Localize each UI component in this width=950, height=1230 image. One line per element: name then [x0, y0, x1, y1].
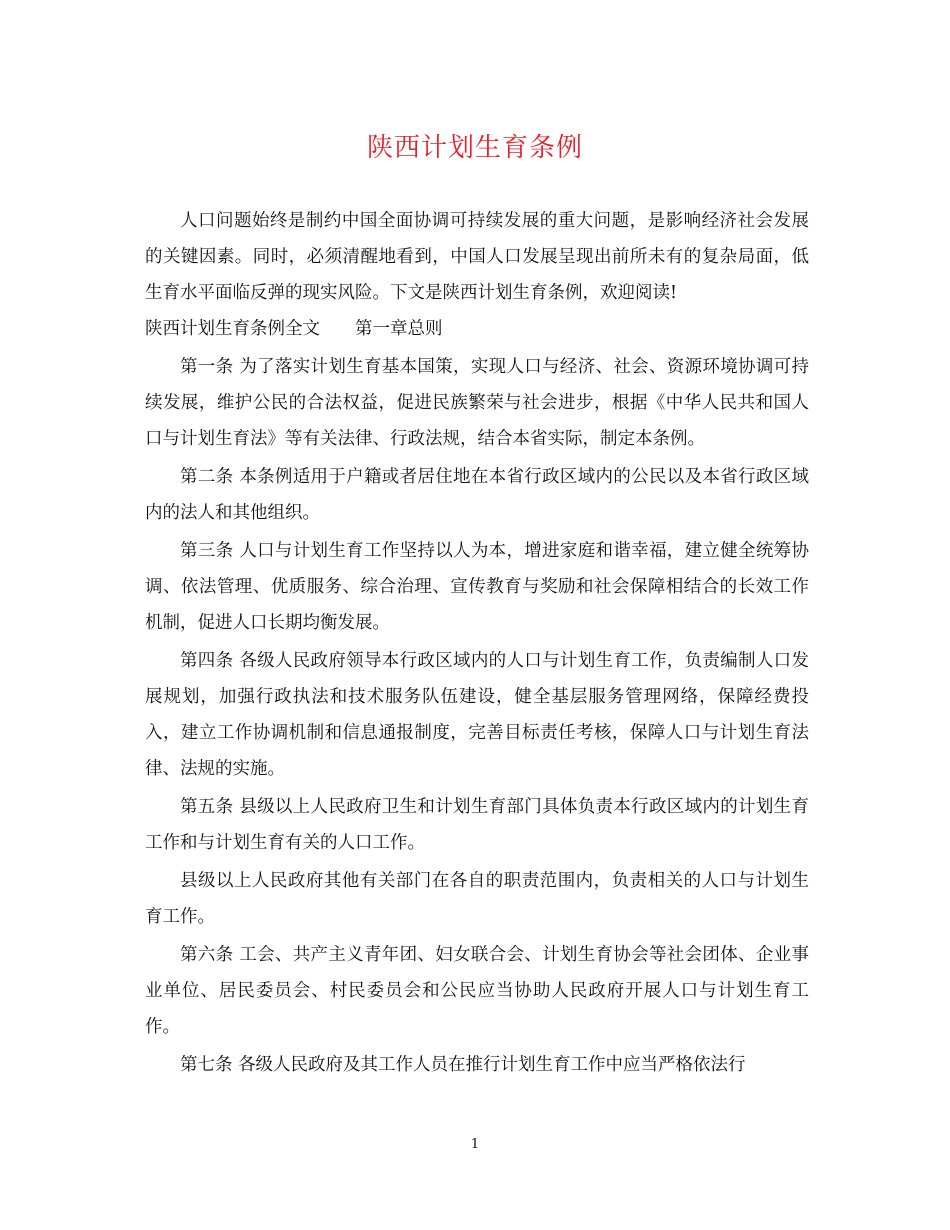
intro-paragraph: 人口问题始终是制约中国全面协调可持续发展的重大问题，是影响经济社会发展的关键因素。同时，必须清醒地看到，中国人口发展呈现出前所未有的复杂局面，低生育水平面临反弹的现实风险。下文是陕西计划生育条例，欢迎阅读!: [145, 211, 809, 303]
article-6-paragraph: 第六条 工会、共产主义青年团、妇女联合会、计划生育协会等社会团体、企业事业单位、居民委员会、村民委员会和公民应当协助人民政府开展人口与计划生育工作。: [145, 945, 809, 1037]
article-2-paragraph: 第二条 本条例适用于户籍或者居住地在本省行政区域内的公民以及本省行政区域内的法人和其他组织。: [145, 467, 809, 523]
document-title: 陕西计划生育条例: [366, 133, 583, 163]
article-4-paragraph: 第四条 各级人民政府领导本行政区域内的人口与计划生育工作，负责编制人口发展规划，加强行政执法和技术服务队伍建设，健全基层服务管理网络，保障经费投入，建立工作协调机制和信息通报制度，完善目标责任考核，保障人口与计划生育法律、法规的实施。: [145, 651, 809, 779]
article-3-paragraph: 第三条 人口与计划生育工作坚持以人为本，增进家庭和谐幸福，建立健全统筹协调、依法管理、优质服务、综合治理、宣传教育与奖励和社会保障相结合的长效工作机制，促进人口长期均衡发展。: [145, 541, 809, 633]
article-7-paragraph: 第七条 各级人民政府及其工作人员在推行计划生育工作中应当严格依法行: [180, 1055, 746, 1075]
article-5-continued-paragraph: 县级以上人民政府其他有关部门在各自的职责范围内，负责相关的人口与计划生育工作。: [145, 871, 809, 927]
section-heading-line: 陕西计划生育条例全文 第一章总则: [145, 319, 443, 339]
document-body: [145, 203, 809, 1083]
article-5-paragraph: 第五条 县级以上人民政府卫生和计划生育部门具体负责本行政区域内的计划生育工作和与计划生育有关的人口工作。: [145, 797, 809, 853]
page-number: 1: [470, 1137, 480, 1152]
article-1-paragraph: 第一条 为了落实计划生育基本国策，实现人口与经济、社会、资源环境协调可持续发展，维护公民的合法权益，促进民族繁荣与社会进步，根据《中华人民共和国人口与计划生育法》等有关法律、行政法规，结合本省实际，制定本条例。: [145, 357, 809, 449]
